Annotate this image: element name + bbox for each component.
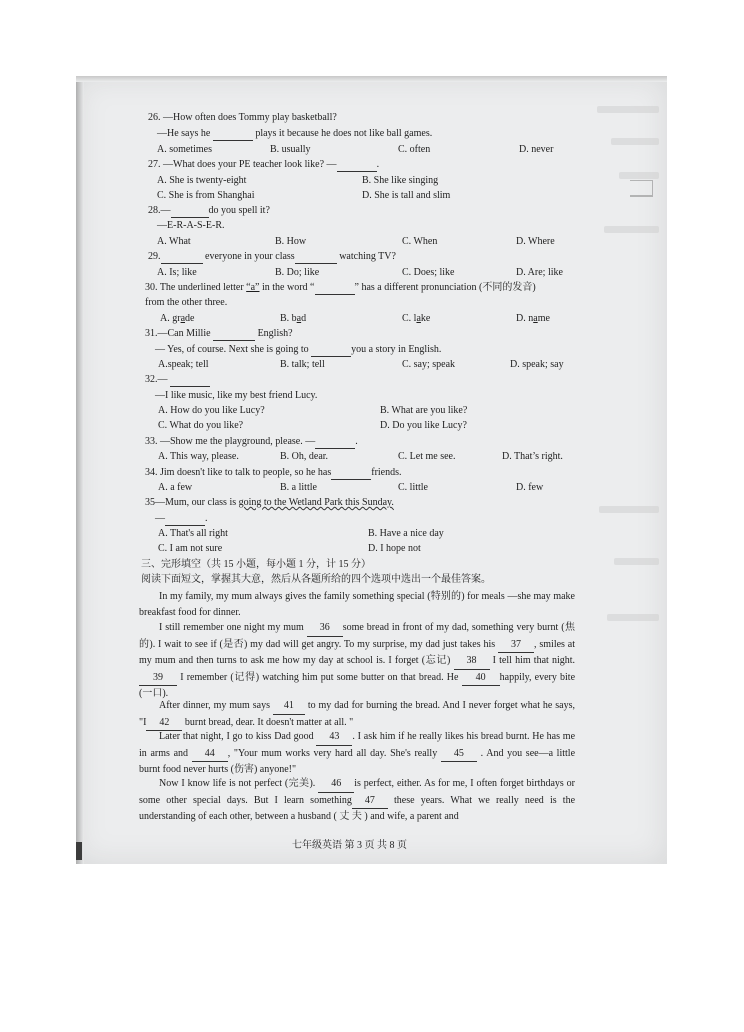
q29-option-a: A. Is; like (157, 267, 197, 278)
q26-line: —He says he plays it because he does not like ball games. (157, 128, 433, 139)
q30-option-a: A. grade (160, 313, 195, 324)
q28-question: 28.— do you spell it? (148, 205, 270, 216)
blank-38[interactable]: 38 (454, 653, 490, 670)
q27-option-d: D. She is tall and slim (362, 190, 451, 201)
q28-option-c: C. When (402, 236, 438, 247)
q33-option-a: A. This way, please. (158, 451, 239, 462)
q31-line: — Yes, of course. Next she is going to you a story in English. (155, 344, 442, 355)
q30-option-d: D. name (516, 313, 550, 324)
q34-option-c: C. little (398, 482, 428, 493)
blank-37[interactable]: 37 (498, 637, 534, 654)
blank-45[interactable]: 45 (441, 746, 477, 763)
q27-option-a: A. She is twenty-eight (157, 175, 247, 186)
q30-question-cont: from the other three. (145, 297, 228, 308)
q31-option-a: A.speak; tell (158, 359, 209, 370)
q32-option-c: C. What do you like? (158, 420, 244, 431)
q27-question: 27. —What does your PE teacher look like? — . (148, 159, 380, 170)
bleed-through-line (614, 558, 659, 565)
q28-option-d: D. Where (516, 236, 555, 247)
q34-question: 34. Jim doesn't like to talk to people, so he has friends. (145, 467, 402, 478)
q31-option-c: C. say; speak (402, 359, 456, 370)
page-footer: 七年级英语 第 3 页 共 8 页 (292, 840, 407, 851)
bleed-through-line (597, 106, 659, 113)
q26-option-a: A. sometimes (157, 144, 212, 155)
q35-option-d: D. I hope not (368, 543, 421, 554)
q28-option-a: A. What (157, 236, 191, 247)
blank-39[interactable]: 39 (139, 670, 177, 687)
q34-option-a: A. a few (158, 482, 193, 493)
q28-option-b: B. How (275, 236, 307, 247)
q29-question: 29. everyone in your class watching TV? (148, 251, 396, 262)
q35-option-b: B. Have a nice day (368, 528, 444, 539)
q26-option-b: B. usually (270, 144, 311, 155)
q29-option-b: B. Do; like (275, 267, 320, 278)
q35-line: — . (155, 513, 208, 524)
q34-option-d: D. few (516, 482, 544, 493)
bleed-through-line (607, 614, 659, 621)
blank-42[interactable]: 42 (146, 715, 182, 732)
q31-option-b: B. talk; tell (280, 359, 325, 370)
blank-44[interactable]: 44 (192, 746, 228, 763)
bleed-through-line (604, 226, 659, 233)
passage-paragraph-1: In my family, my mum always gives the family something special (特别的) for meals —she may make breakfast food for dinner. (139, 591, 575, 618)
q29-option-c: C. Does; like (402, 267, 455, 278)
page-edge-shadow (76, 76, 84, 864)
passage-paragraph-5: Now I know life is not perfect (完美). 46 is perfect, either. As for me, I often forget birthdays or some other special days. But I learn something 47 these years. What we really need is the understanding of each other, between a husband ( 丈 夫 ) and wife, a parent and (139, 778, 576, 823)
q32-line: —I like music, like my best friend Lucy. (155, 390, 318, 401)
blank-40[interactable]: 40 (462, 670, 500, 687)
q33-option-b: B. Oh, dear. (280, 451, 329, 462)
blank-36[interactable]: 36 (307, 620, 343, 637)
blank-43[interactable]: 43 (316, 729, 352, 746)
q33-option-d: D. That’s right. (502, 451, 563, 462)
blank-46[interactable]: 46 (318, 776, 354, 793)
q31-option-d: D. speak; say (510, 359, 564, 370)
q30-option-b: B. bad (280, 313, 307, 324)
q32-option-a: A. How do you like Lucy? (158, 405, 265, 416)
q26-option-c: C. often (398, 144, 431, 155)
q26-question: 26. —How often does Tommy play basketball? (148, 112, 337, 123)
q27-option-c: C. She is from Shanghai (157, 190, 255, 201)
q32-option-b: B. What are you like? (380, 405, 468, 416)
q27-option-b: B. She like singing (362, 175, 439, 186)
section-title: 三、完形填空（共 15 小题，每小题 1 分，计 15 分） (141, 559, 371, 570)
page-top-edge (76, 76, 667, 82)
q30-option-c: C. lake (402, 313, 431, 324)
scribble-mark (630, 180, 653, 197)
passage-paragraph-4: Later that night, I go to kiss Dad good 43 . I ask him if he really likes his bread burnt. He has me in arms and 44 , "Your mum works very hard all day. She's really 45 . And you see—a little burnt food never hurts (伤害) anyone!" (139, 731, 576, 776)
q30-question: 30. The underlined letter “a” in the word “ ” has a different pronunciation (不同的发音) (145, 282, 536, 293)
q32-option-d: D. Do you like Lucy? (380, 420, 467, 431)
q35-option-a: A. That's all right (158, 528, 228, 539)
bleed-through-line (611, 138, 659, 145)
q34-option-b: B. a little (280, 482, 317, 493)
q33-question: 33. —Show me the playground, please. — . (145, 436, 358, 447)
q33-option-c: C. Let me see. (398, 451, 456, 462)
blank-47[interactable]: 47 (352, 793, 388, 810)
q28-answer: —E-R-A-S-E-R. (157, 220, 225, 231)
q35-question: 35—Mum, our class is going to the Wetland Park this Sunday. (145, 497, 394, 508)
q32-question: 32.— (145, 374, 210, 387)
q31-question: 31.—Can Millie English? (145, 328, 293, 339)
q35-option-c: C. I am not sure (158, 543, 223, 554)
bleed-through-line (599, 506, 659, 513)
passage-paragraph-2: I still remember one night my mum 36 some bread in front of my dad, something very burnt (焦的). I wait to see if (是否) my dad will get angry. To my surprise, my dad just takes his 37 , smiles at my mum and then turns to ask me how my day at school is. I forget (忘记) 38 I tell him that night. 39 I remember (记得) watching him put some butter on that bread. He 40 happily, every bite (一口). (139, 622, 576, 700)
binding-mark (76, 842, 82, 860)
bleed-through-line (619, 172, 659, 179)
passage-paragraph-3: After dinner, my mum says 41 to my dad for burning the bread. And I never forget what he says, "I 42 burnt bread, dear. It doesn't matter at all. " (139, 698, 575, 731)
q29-option-d: D. Are; like (516, 267, 563, 278)
section-instructions: 阅读下面短文，掌握其大意，然后从各题所给的四个选项中选出一个最佳答案。 (141, 574, 491, 585)
q26-option-d: D. never (519, 144, 554, 155)
blank-41[interactable]: 41 (273, 698, 305, 715)
